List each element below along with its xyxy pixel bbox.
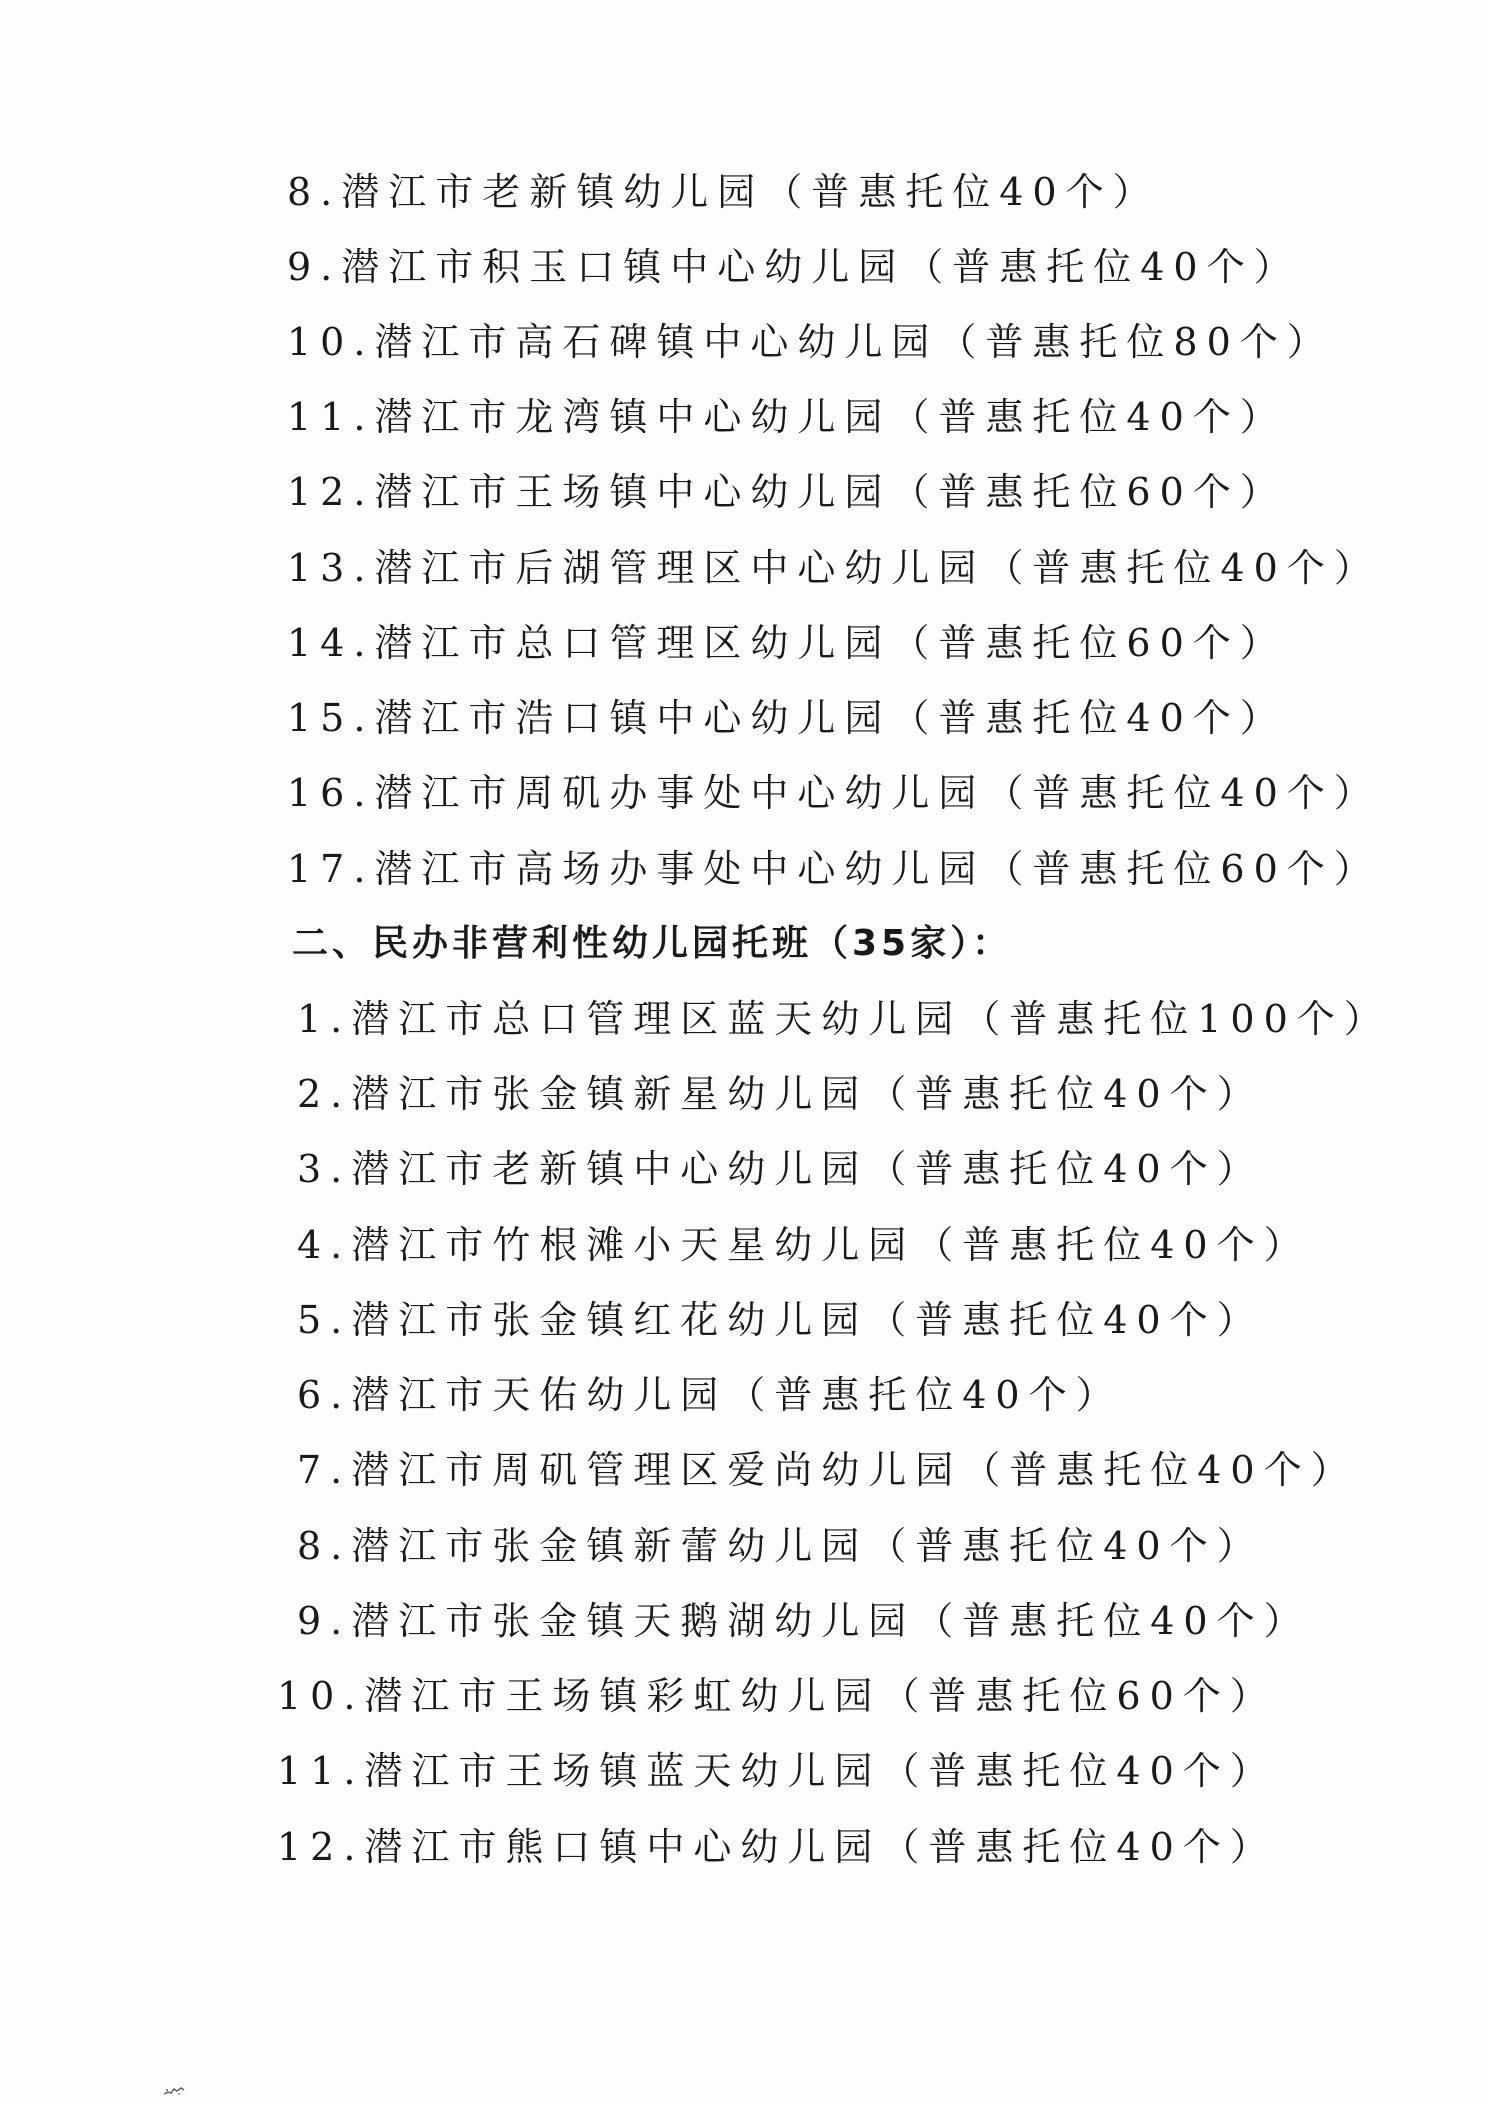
list-item: 9.潜江市张金镇天鹅湖幼儿园（普惠托位40个） xyxy=(297,1599,1311,1643)
list-item: 11.潜江市龙湾镇中心幼儿园（普惠托位40个） xyxy=(287,395,1287,439)
list-item: 11.潜江市王场镇蓝天幼儿园（普惠托位40个） xyxy=(277,1749,1277,1793)
list-item: 10.潜江市王场镇彩虹幼儿园（普惠托位60个） xyxy=(277,1674,1277,1718)
list-item: 12.潜江市王场镇中心幼儿园（普惠托位60个） xyxy=(287,470,1287,514)
list-item: 16.潜江市周矶办事处中心幼儿园（普惠托位40个） xyxy=(287,771,1381,815)
section-heading: 二、民办非营利性幼儿园托班（35家）： xyxy=(292,923,1013,964)
list-item: 10.潜江市高石碑镇中心幼儿园（普惠托位80个） xyxy=(287,320,1334,364)
list-item: 2.潜江市张金镇新星幼儿园（普惠托位40个） xyxy=(297,1072,1264,1116)
list-item: 8.潜江市老新镇幼儿园（普惠托位40个） xyxy=(287,170,1160,214)
list-item: 5.潜江市张金镇红花幼儿园（普惠托位40个） xyxy=(297,1298,1264,1342)
list-item: 3.潜江市老新镇中心幼儿园（普惠托位40个） xyxy=(297,1147,1264,1191)
list-item: 14.潜江市总口管理区幼儿园（普惠托位60个） xyxy=(287,621,1287,665)
list-item: 6.潜江市天佑幼儿园（普惠托位40个） xyxy=(297,1373,1123,1417)
list-item: 9.潜江市积玉口镇中心幼儿园（普惠托位40个） xyxy=(287,245,1301,289)
list-item: 17.潜江市高场办事处中心幼儿园（普惠托位60个） xyxy=(287,847,1381,891)
list-item: 7.潜江市周矶管理区爱尚幼儿园（普惠托位40个） xyxy=(297,1448,1358,1492)
list-item: 12.潜江市熊口镇中心幼儿园（普惠托位40个） xyxy=(277,1825,1277,1869)
list-item: 13.潜江市后湖管理区中心幼儿园（普惠托位40个） xyxy=(287,546,1381,590)
scan-speck xyxy=(163,2086,185,2096)
list-item: 4.潜江市竹根滩小天星幼儿园（普惠托位40个） xyxy=(297,1223,1311,1267)
list-item: 1.潜江市总口管理区蓝天幼儿园（普惠托位100个） xyxy=(297,997,1391,1041)
list-item: 8.潜江市张金镇新蕾幼儿园（普惠托位40个） xyxy=(297,1524,1264,1568)
list-item: 15.潜江市浩口镇中心幼儿园（普惠托位40个） xyxy=(287,696,1287,740)
